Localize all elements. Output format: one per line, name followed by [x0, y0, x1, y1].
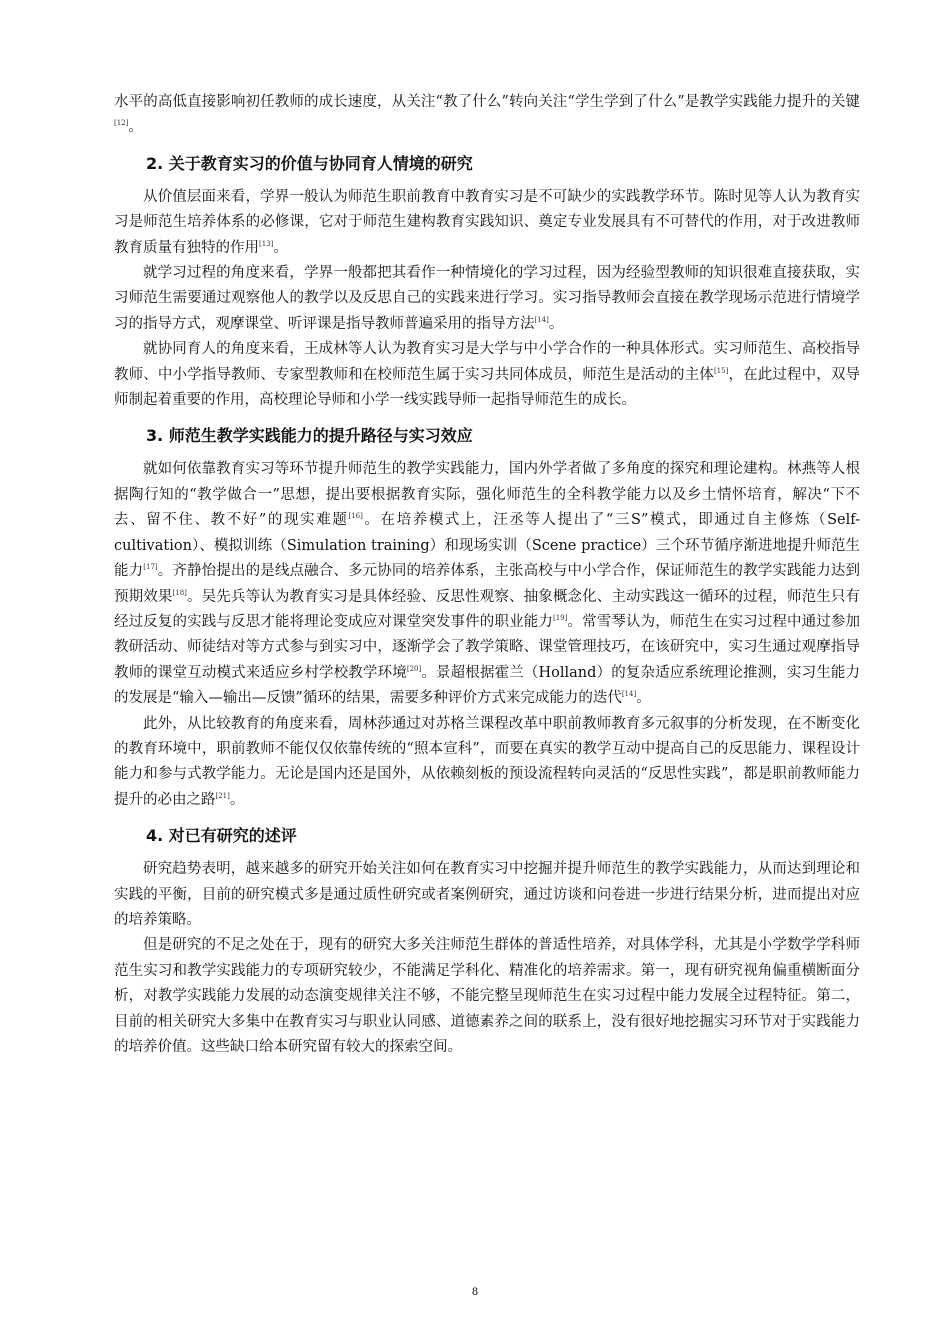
citation-ref: [12]: [114, 119, 129, 128]
section-4-paragraph-1: 研究趋势表明，越来越多的研究开始关注如何在教育实习中挖掘并提升师范生的教学实践能力，从而达到理论和实践的平衡，目前的研究模式多是通过质性研究或者案例研究，通过访谈和问卷进一步进行结果分析，进而提出对应的培养策略。: [114, 861, 860, 928]
section-3-paragraph-1: [114, 457, 860, 711]
paragraph-end: 。: [229, 791, 245, 808]
citation-ref: [16]: [348, 512, 363, 521]
paragraph-text: 就如何依靠教育实习等环节提升师范生的教学实践能力，国内外学者做了多角度的探究和理论建构。林燕等人根据陶行知的“教学做合一”思想，提出要根据教育实际，强化师范生的全科教学能力以及乡土情怀培育，解决“下不去、留不住、教不好”的现实难题: [114, 461, 860, 529]
section-2-paragraph-3: [114, 337, 860, 413]
citation-ref: [13]: [259, 239, 274, 248]
paragraph-text: 。在培养模式上，汪丞等人提出了“三S”模式，即通过自主修炼（Self-cultivation）、模拟训练（Simulation training）和现场实训（Scene practice）三个环节循序渐进地提升师范生能力: [114, 512, 860, 580]
paragraph-text: 。齐静怡提出的是线点融合、多元协同的培养体系，主张高校与中小学合作，保证师范生的教学实践能力达到预期效果: [114, 563, 860, 605]
paragraph-end: ，在此过程中，双导师制起着重要的作用，高校理论导师和小学一线实践导师一起指导师范生的成长。: [114, 366, 861, 409]
paragraph-end: 。: [548, 315, 564, 332]
citation-ref: [17]: [143, 563, 158, 572]
paragraph-continued: [114, 90, 860, 141]
paragraph-end: 。: [273, 239, 288, 256]
citation-ref: [20]: [406, 664, 422, 673]
citation-ref: [14]: [534, 315, 549, 324]
section-3-paragraph-2: [114, 712, 860, 814]
citation-ref: [19]: [552, 613, 568, 622]
paragraph-text: 从价值层面来看，学界一般认为师范生职前教育中教育实习是不可缺少的实践教学环节。陈时见等人认为教育实习是师范生培养体系的必修课，它对于师范生建构教育实践知识、奠定专业发展具有不可替代的作用，对于改进教师教育质量有独特的作用: [114, 188, 860, 256]
paragraph-text: 。常雪琴认为，师范生在实习过程中通过参加教研活动、师徒结对等方式参与到实习中，逐渐学会了教学策略、课堂管理技巧，在该研究中，实习生通过观摩指导教师的课堂互动模式来适应乡村学校教学环境: [114, 613, 861, 681]
page-number: 8: [472, 1284, 478, 1298]
section-2-paragraph-2: [114, 261, 860, 337]
section-4-paragraph-2: 但是研究的不足之处在于，现有的研究大多关注师范生群体的普适性培养，对具体学科，尤其是小学数学学科师范生实习和教学实践能力的专项研究较少，不能满足学科化、精准化的培养需求。第一，现有研究视角偏重横断面分析，对教学实践能力发展的动态演变规律关注不够，不能完整呈现师范生在实习过程中能力发展全过程特征。第二，目前的相关研究大多集中在教育实习与职业认同感、道德素养之间的联系上，没有很好地挖掘实习环节对于实践能力的培养价值。这些缺口给本研究留有较大的探索空间。: [114, 937, 860, 1055]
citation-ref: [21]: [215, 791, 230, 800]
citation-ref: [15]: [713, 366, 729, 375]
section-heading-3: 3. 师范生教学实践能力的提升路径与实习效应: [146, 426, 473, 446]
document-page: [114, 90, 860, 1060]
paragraph-text: 。吴先兵等认为教育实习是具体经验、反思性观察、抽象概念化、主动实践这一循环的过程，师范生只有经过反复的实践与反思才能将理论变成应对课堂突发事件的职业能力: [114, 588, 860, 630]
citation-ref: [18]: [172, 588, 187, 597]
paragraph-text: 此外，从比较教育的角度来看，周林莎通过对苏格兰课程改革中职前教师教育多元叙事的分析发现，在不断变化的教育环境中，职前教师不能仅仅依靠传统的“照本宣科”，而要在真实的教学互动中提高自己的反思能力、课程设计能力和参与式教学能力。无论是国内还是国外，从依赖刻板的预设流程转向灵活的“反思性实践”，都是职前教师能力提升的必由之路: [114, 715, 860, 808]
paragraph-end: 。: [636, 690, 651, 707]
paragraph-text: 就协同育人的角度来看，王成林等人认为教育实习是大学与中小学合作的一种具体形式。实习师范生、高校指导教师、中小学指导教师、专家型教师和在校师范生属于实习共同体成员，师范生是活动的主体: [114, 341, 860, 383]
citation-ref: [14]: [621, 690, 637, 699]
paragraph-text: 。景超根据霍兰（Holland）的复杂适应系统理论推测，实习生能力的发展是“输入—输出—反馈”循环的结果，需要多种评价方式来完成能力的迭代: [114, 664, 860, 707]
paragraph-text: 水平的高低直接影响初任教师的成长速度，从关注“教了什么”转向关注“学生学到了什么”是教学实践能力提升的关键: [114, 94, 860, 110]
section-heading-4: 4. 对已有研究的述评: [146, 826, 297, 846]
paragraph-text: 就学习过程的角度来看，学界一般都把其看作一种情境化的学习过程，因为经验型教师的知识很难直接获取，实习师范生需要通过观察他人的教学以及反思自己的实践来进行学习。实习指导教师会直接在教学现场示范进行情境学习的指导方式，观摩课堂、听评课是指导教师普遍采用的指导方法: [114, 265, 860, 332]
section-heading-2: 2. 关于教育实习的价值与协同育人情境的研究: [146, 153, 473, 173]
paragraph-end: 。: [128, 119, 143, 136]
section-2-paragraph-1: [114, 185, 860, 261]
